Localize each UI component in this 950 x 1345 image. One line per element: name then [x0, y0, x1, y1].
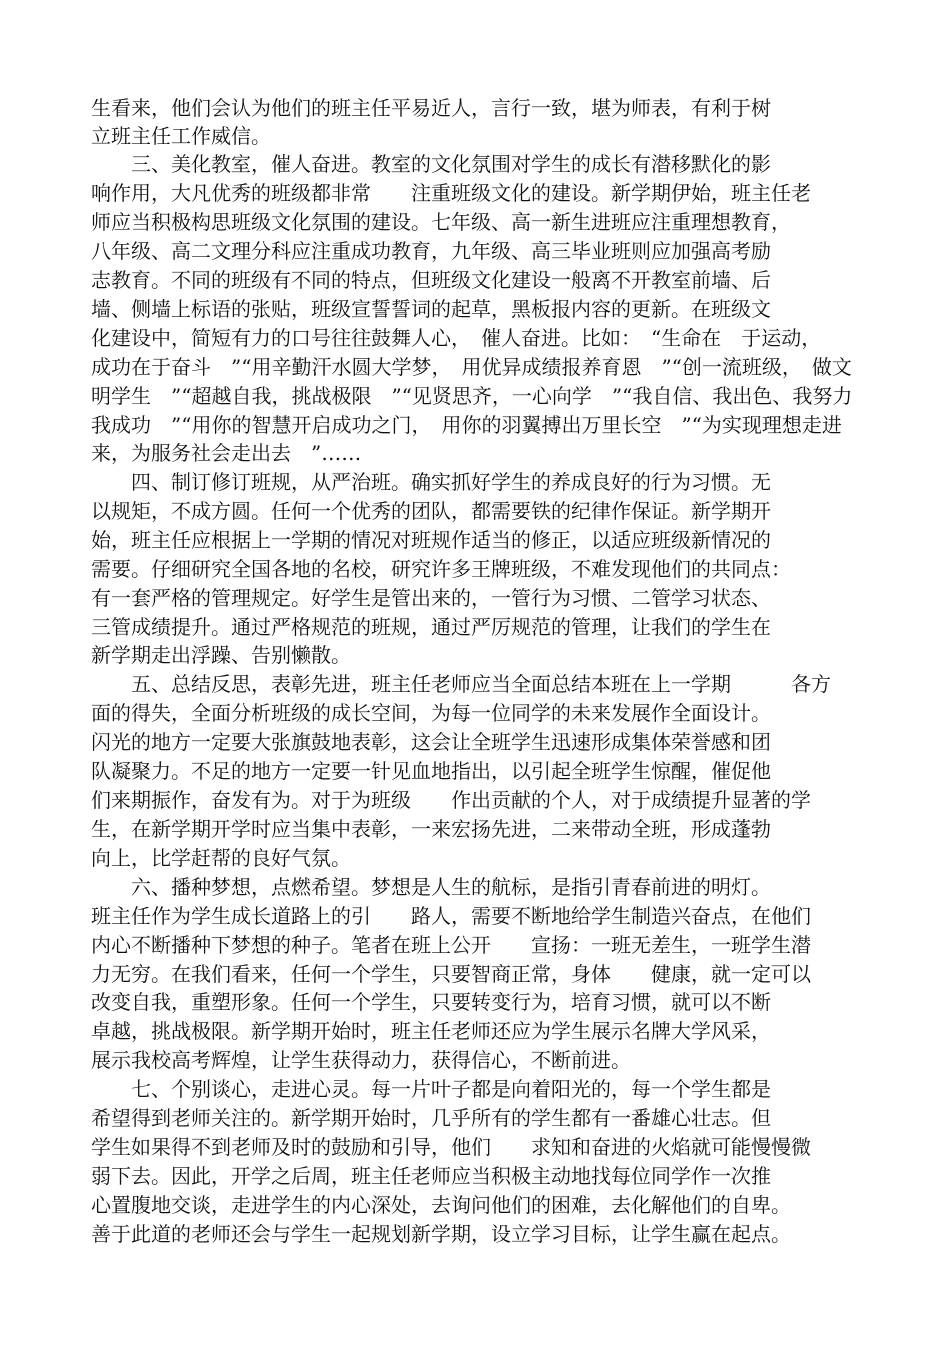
text-line: 善于此道的老师还会与学生一起规划新学期，设立学习目标，让学生赢在起点。: [91, 1222, 791, 1246]
text-line: 明学生 ”“超越自我，挑战极限 ”“见贤思齐，一心向学 ”“我自信、我出色、我努力: [91, 384, 853, 408]
text-line: 五、总结反思，表彰先进，班主任老师应当全面总结本班在上一学期 各方: [91, 672, 831, 696]
text-line: 八年级、高二文理分科应注重成功教育，九年级、高三毕业班则应加强高考励: [91, 239, 771, 263]
text-line: 立班主任工作威信。: [91, 124, 271, 148]
text-line: 队凝聚力。不足的地方一定要一针见血地指出，以引起全班学生惊醒，催促他: [91, 759, 771, 783]
text-line: 墙、侧墙上标语的张贴，班级宣誓誓词的起草，黑板报内容的更新。在班级文: [91, 297, 771, 321]
text-line: 三、美化教室，催人奋进。教室的文化氛围对学生的成长有潜移默化的影: [91, 152, 771, 176]
text-line: 卓越，挑战极限。新学期开始时，班主任老师还应为学生展示名牌大学风采，: [91, 1019, 771, 1043]
text-line: 我成功 ”“用你的智慧开启成功之门， 用你的羽翼搏出万里长空 ”“为实现理想走进: [91, 413, 842, 437]
text-line: 学生如果得不到老师及时的鼓励和引导，他们 求知和奋进的火焰就可能慢慢微: [91, 1135, 811, 1159]
text-line: 生看来，他们会认为他们的班主任平易近人，言行一致，堪为师表，有利于树: [91, 96, 771, 120]
text-line: 弱下去。因此，开学之后周，班主任老师应当积极主动地找每位同学作一次推: [91, 1164, 771, 1188]
text-line: 改变自我，重塑形象。任何一个学生，只要转变行为，培育习惯，就可以不断: [91, 990, 771, 1014]
text-line: 有一套严格的管理规定。好学生是管出来的，一管行为习惯、二管学习状态、: [91, 586, 771, 610]
text-line: 来，为服务社会走出去 ”……: [91, 441, 362, 465]
text-line: 四、制订修订班规，从严治班。确实抓好学生的养成良好的行为习惯。无: [91, 470, 771, 494]
text-line: 班主任作为学生成长道路上的引 路人，需要不断地给学生制造兴奋点，在他们: [91, 904, 811, 928]
text-line: 响作用，大凡优秀的班级都非常 注重班级文化的建设。新学期伊始，班主任老: [91, 181, 811, 205]
text-line: 志教育。不同的班级有不同的特点，但班级文化建设一般离不开教室前墙、后: [91, 268, 771, 292]
text-line: 需要。仔细研究全国各地的名校，研究许多王牌班级，不难发现他们的共同点：: [91, 557, 791, 581]
text-line: 成功在于奋斗 ”“用辛勤汗水圆大学梦， 用优异成绩报养育恩 ”“创一流班级， 做文: [91, 355, 852, 379]
text-line: 闪光的地方一定要大张旗鼓地表彰，这会让全班学生迅速形成集体荣誉感和团: [91, 730, 771, 754]
text-line: 新学期走出浮躁、告别懒散。: [91, 643, 351, 667]
text-line: 心置腹地交谈，走进学生的内心深处，去询问他们的困难，去化解他们的自卑。: [91, 1193, 791, 1217]
text-line: 内心不断播种下梦想的种子。笔者在班上公开 宣扬：一班无差生，一班学生潜: [91, 933, 811, 957]
text-line: 师应当积极构思班级文化氛围的建设。七年级、高一新生进班应注重理想教育，: [91, 210, 791, 234]
text-line: 希望得到老师关注的。新学期开始时，几乎所有的学生都有一番雄心壮志。但: [91, 1106, 771, 1130]
text-line: 始，班主任应根据上一学期的情况对班规作适当的修正，以适应班级新情况的: [91, 528, 771, 552]
text-line: 面的得失，全面分析班级的成长空间，为每一位同学的未来发展作全面设计。: [91, 701, 771, 725]
text-line: 生，在新学期开学时应当集中表彰，一来宏扬先进，二来带动全班，形成蓬勃: [91, 817, 771, 841]
text-line: 力无穷。在我们看来，任何一个学生，只要智商正常，身体 健康，就一定可以: [91, 962, 811, 986]
text-line: 向上，比学赶帮的良好气氛。: [91, 846, 351, 870]
text-line: 三管成绩提升。通过严格规范的班规，通过严厉规范的管理，让我们的学生在: [91, 615, 771, 639]
text-line: 以规矩，不成方圆。任何一个优秀的团队，都需要铁的纪律作保证。新学期开: [91, 499, 771, 523]
text-line: 六、播种梦想，点燃希望。梦想是人生的航标，是指引青春前进的明灯。: [91, 875, 771, 899]
text-line: 们来期振作，奋发有为。对于为班级 作出贡献的个人，对于成绩提升显著的学: [91, 788, 811, 812]
text-line: 七、个别谈心，走进心灵。每一片叶子都是向着阳光的，每一个学生都是: [91, 1077, 771, 1101]
text-line: 展示我校高考辉煌，让学生获得动力，获得信心，不断前进。: [91, 1048, 631, 1072]
text-line: 化建设中，简短有力的口号往往鼓舞人心， 催人奋进。比如： “生命在 于运动，: [91, 326, 822, 350]
